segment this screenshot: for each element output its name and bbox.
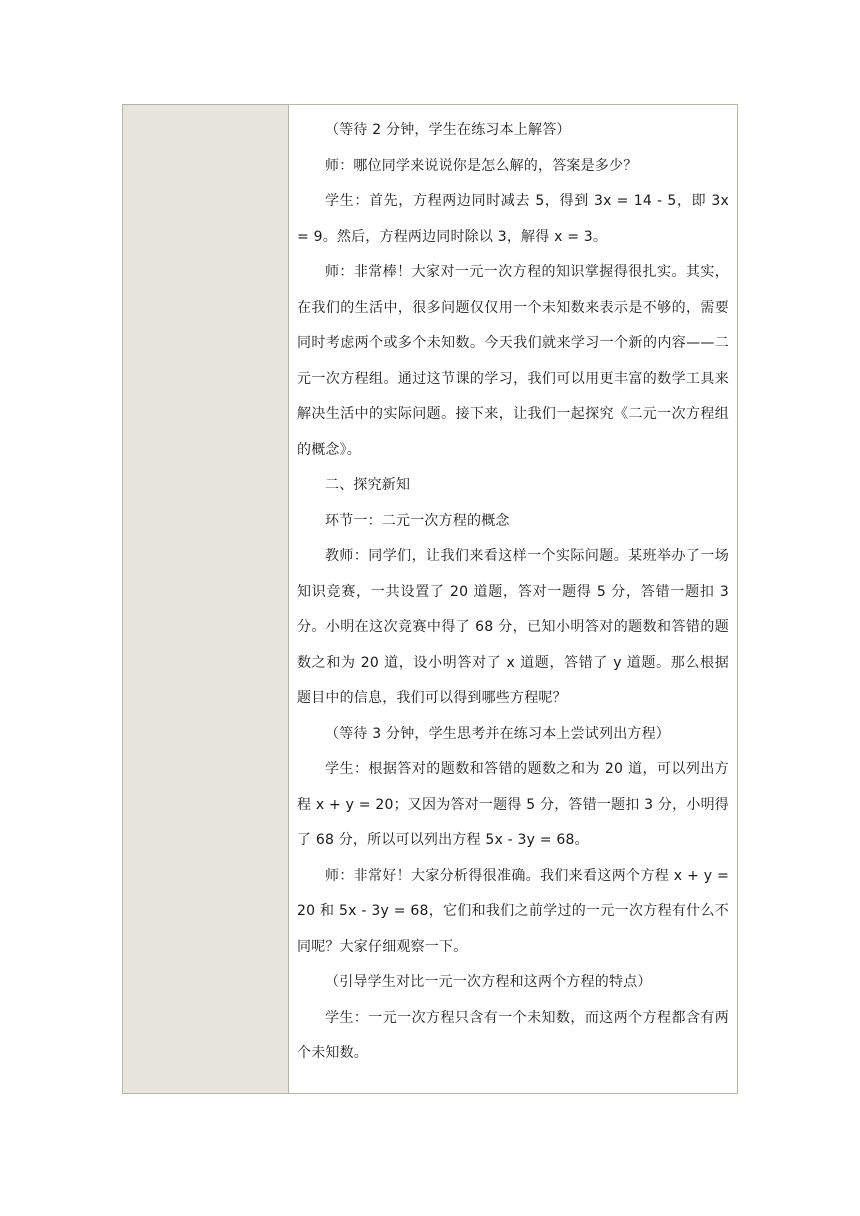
paragraph-wait-2-min: （等待 2 分钟，学生在练习本上解答） [325,122,571,138]
subsection-heading: 环节一：二元一次方程的概念 [325,512,510,529]
paragraph-teacher-intro: 师：非常棒！大家对一元一次方程的知识掌握得很扎实。其实，在我们的生活中，很多问题仅仅用一个未知数来表示是不够的，需要同时考虑两个或多个未知数。今天我们就来学习一个新的内容——二元一次方程组。通过这节课的学习，我们可以用更丰富的数学工具来解决生活中的实际问题。接下来，让我们一起探究《二元一次方程组的概念》。 [297,264,729,458]
table-content-cell [289,105,737,1093]
paragraph-teacher-compare: 师：非常好！大家分析得很准确。我们来看这两个方程 x + y = 20 和 5x - 3y = 68，它们和我们之前学过的一元一次方程有什么不同呢？大家仔细观察一下。 [297,867,729,955]
paragraph-guide: （引导学生对比一元一次方程和这两个方程的特点） [325,974,652,990]
paragraph-problem: 教师：同学们，让我们来看这样一个实际问题。某班举办了一场知识竞赛，一共设置了 20 道题，答对一题得 5 分，答错一题扣 3 分。小明在这次竞赛中得了 68 分，已知小明答对的题数和答错的题数之和为 20 道，设小明答对了 x 道题，答错了 y 道题。那么根据题目中的信息，我们可以得到哪些方程呢？ [297,548,729,706]
table-left-cell [123,105,289,1093]
lesson-table [122,104,738,1094]
paragraph-student-solution: 学生：首先，方程两边同时减去 5，得到 3x = 14 - 5，即 3x = 9。然后，方程两边同时除以 3，解得 x = 3。 [297,193,729,245]
section-heading: 二、探究新知 [325,477,411,493]
paragraph-student-equations: 学生：根据答对的题数和答错的题数之和为 20 道，可以列出方程 x + y = 20；又因为答对一题得 5 分，答错一题扣 3 分，小明得了 68 分，所以可以列出方程 5x - 3y = 68。 [297,761,729,848]
paragraph-teacher-question: 师：哪位同学来说说你是怎么解的，答案是多少？ [325,157,638,174]
paragraph-wait-3-min: （等待 3 分钟，学生思考并在练习本上尝试列出方程） [325,725,671,742]
paragraph-student-conclusion: 学生：一元一次方程只含有一个未知数，而这两个方程都含有两个未知数。 [297,1009,729,1061]
